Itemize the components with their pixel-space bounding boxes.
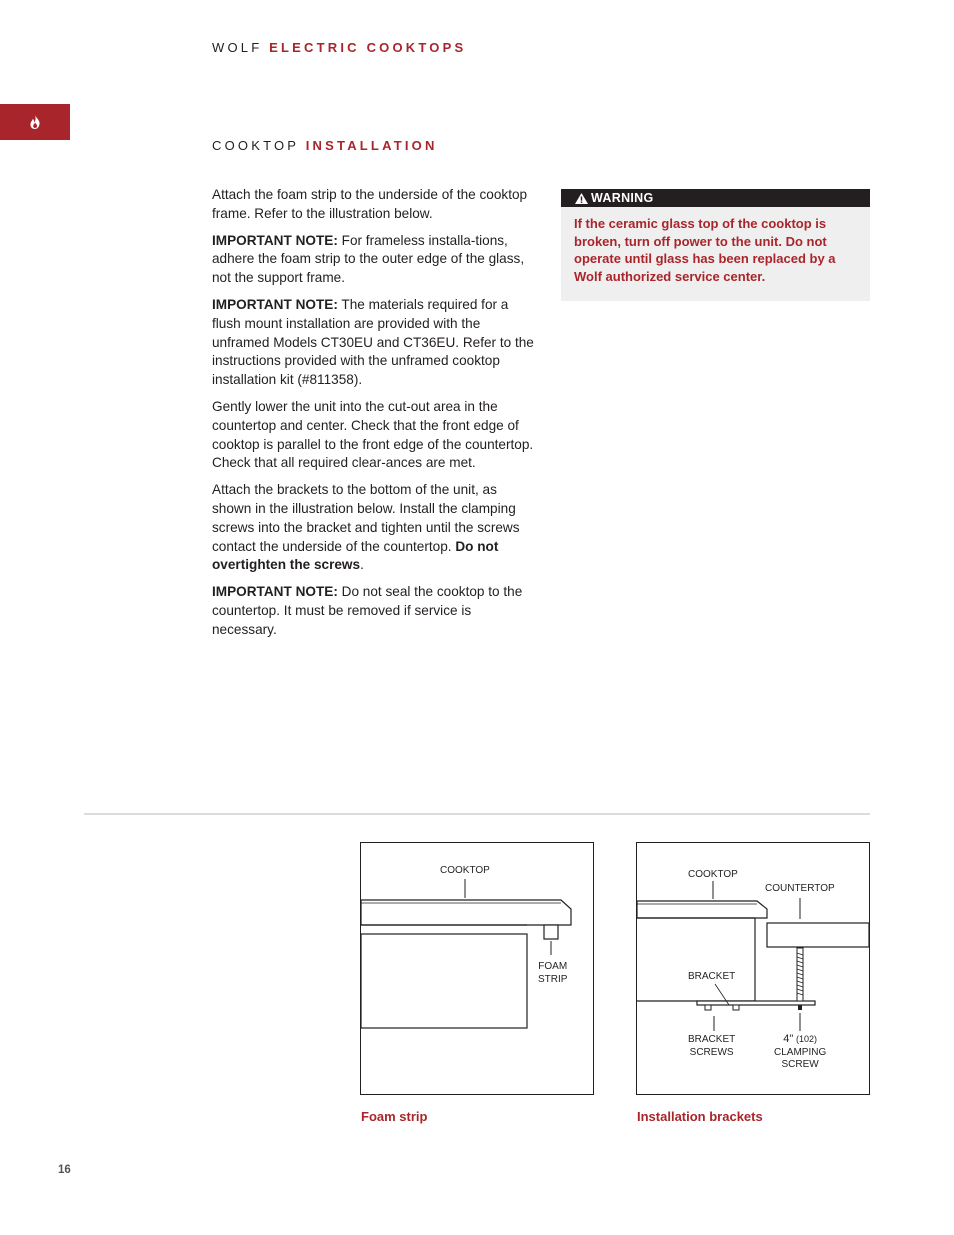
clamping-screw-label [774, 1033, 826, 1072]
clamping-line2: SCREW [781, 1059, 819, 1070]
paragraph-lower-unit: Gently lower the unit into the cut-out area in the countertop and center. Check that the front edge of cooktop is parallel to the front edge of the countertop. Check that all required clear-ances are met. [212, 398, 534, 471]
warning-bar [561, 189, 870, 207]
flame-icon [29, 115, 41, 129]
bracket-screws-label [688, 1034, 735, 1059]
cooktop-label: COOKTOP [688, 869, 738, 880]
bracket-end: . [360, 557, 364, 573]
paragraph-brackets [212, 481, 534, 575]
bracket-screws-line1: BRACKET [688, 1034, 736, 1045]
bracket-text: Attach the brackets to the bottom of the unit, as shown in the illustration below. Install the clamping screws into the bracket and tighten until the screws contact the underside of the countertop. [212, 482, 520, 554]
header-brand: WOLF [212, 40, 263, 55]
foam-strip-label [538, 961, 567, 986]
paragraph-foam: Attach the foam strip to the underside of the cooktop frame. Refer to the illustration below. [212, 187, 528, 221]
running-header [212, 40, 466, 55]
foam-strip-illustration [360, 842, 594, 1095]
figure-caption-brackets: Installation brackets [637, 1109, 763, 1124]
warning-text: If the ceramic glass top of the cooktop is broken, turn off power to the unit. Do not operate until glass has been replaced by a Wolf authorized service center. [574, 216, 836, 284]
bracket-warning: Do not overtighten the screws [212, 538, 499, 573]
section-tab [0, 104, 70, 140]
instructions-column [212, 186, 534, 648]
note-label: IMPORTANT NOTE: [212, 584, 338, 600]
foam-label-line2: STRIP [538, 973, 568, 985]
paragraph-no-seal [212, 583, 534, 639]
brackets-drawing [637, 843, 869, 1094]
note-text: Do not seal the cooktop to the countertop. It must be removed if service is necessary. [212, 584, 523, 637]
clamping-line1: CLAMPING [774, 1046, 827, 1058]
section-label: COOKTOP [212, 138, 299, 153]
figure-caption-foam: Foam strip [361, 1109, 428, 1124]
note-label: IMPORTANT NOTE: [212, 232, 338, 248]
note-text: The materials required for a flush mount installation are provided with the unframed Models CT30EU and CT36EU. Refer to the instructions provided with the unframed cooktop installation kit (#811358). [212, 296, 534, 388]
installation-brackets-illustration [636, 842, 870, 1095]
page-number: 16 [58, 1164, 71, 1176]
cooktop-label: COOKTOP [440, 865, 490, 876]
paragraph-frameless [212, 232, 534, 288]
note-label: IMPORTANT NOTE: [212, 296, 338, 312]
warning-box [561, 189, 870, 301]
divider [84, 813, 870, 815]
bracket-screws-line2: SCREWS [689, 1046, 734, 1058]
foam-label-line1: FOAM [538, 961, 568, 972]
screw-size-inches: 4" [783, 1033, 794, 1045]
paragraph-flush-mount [212, 296, 534, 390]
countertop-label: COUNTERTOP [765, 883, 835, 894]
header-title: ELECTRIC COOKTOPS [269, 40, 467, 55]
section-title-text: INSTALLATION [305, 138, 438, 153]
note-text: For frameless installa-tions, adhere the foam strip to the outer edge of the glass, not the support frame. [212, 232, 525, 286]
screw-size-mm: (102) [796, 1034, 818, 1044]
section-heading [212, 138, 438, 153]
bracket-label: BRACKET [688, 971, 736, 982]
warning-label: WARNING [591, 191, 654, 205]
clamping-size [774, 1033, 826, 1047]
warning-icon [575, 193, 588, 204]
